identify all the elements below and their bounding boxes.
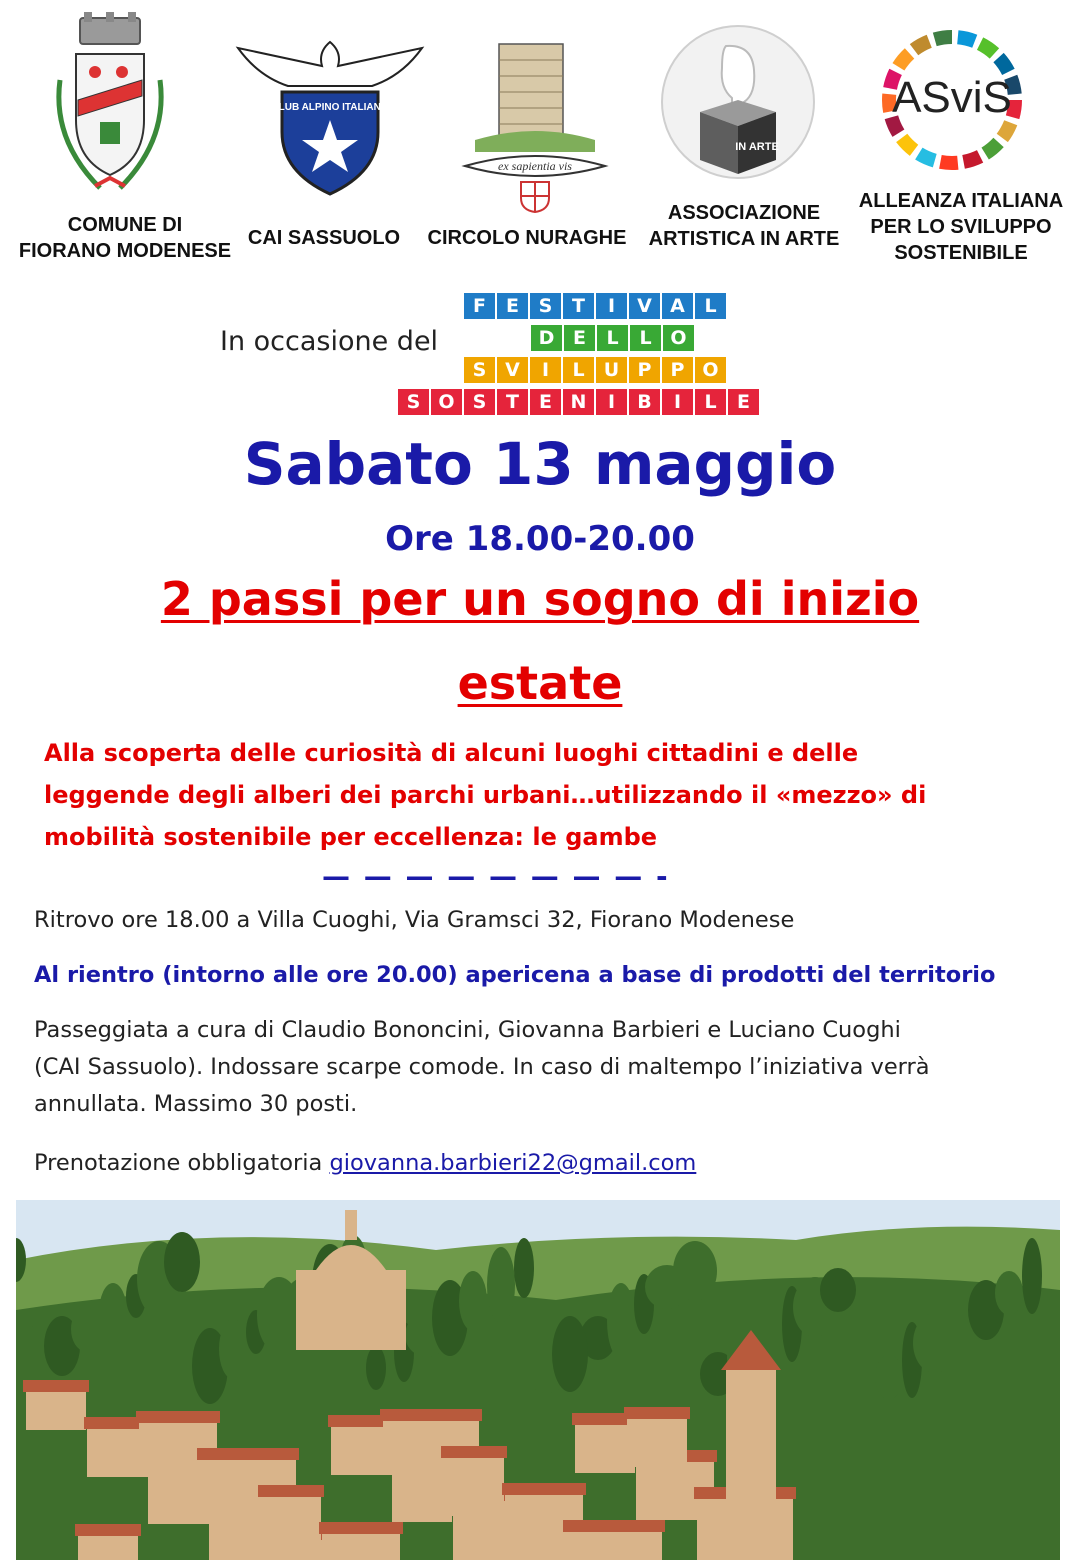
photo-tree bbox=[875, 1355, 903, 1399]
photo-bell-tower bbox=[721, 1330, 781, 1560]
booking-email-link[interactable]: giovanna.barbieri22@gmail.com bbox=[329, 1150, 697, 1176]
event-description-line: leggende degli alberi dei parchi urbani…utilizzando il «mezzo» di bbox=[44, 781, 927, 809]
photo-roof bbox=[23, 1380, 89, 1392]
asvis-ring-segment bbox=[957, 30, 977, 47]
return-apericena: Al rientro (intorno alle ore 20.00) apericena a base di prodotti del territorio bbox=[34, 962, 996, 988]
festival-letter: T bbox=[563, 293, 594, 319]
photo-tree bbox=[164, 1232, 200, 1292]
event-title-line2: estate bbox=[457, 656, 623, 710]
photo-tree bbox=[552, 1316, 588, 1392]
festival-letter: S bbox=[398, 389, 429, 415]
festival-row-dello bbox=[531, 325, 696, 351]
festival-letter: A bbox=[662, 293, 693, 319]
photo-roof bbox=[197, 1448, 299, 1460]
guide-info-line: annullata. Massimo 30 posti. bbox=[34, 1091, 358, 1117]
guide-info bbox=[34, 1012, 1054, 1123]
photo-tree bbox=[257, 1277, 301, 1353]
festival-letter: D bbox=[531, 325, 562, 351]
festival-letter: E bbox=[530, 389, 561, 415]
event-time: Ore 18.00-20.00 bbox=[385, 519, 695, 559]
photo-roof bbox=[624, 1407, 690, 1419]
partner-caption-line: SOSTENIBILE bbox=[894, 242, 1028, 264]
festival-row-sviluppo bbox=[464, 357, 728, 383]
festival-letter: O bbox=[431, 389, 462, 415]
photo-roof bbox=[441, 1446, 507, 1458]
landscape-photo bbox=[16, 1200, 1060, 1560]
festival-letter: S bbox=[530, 293, 561, 319]
festival-letter: L bbox=[695, 293, 726, 319]
photo-roof bbox=[258, 1485, 324, 1497]
asvis-ring-segment bbox=[892, 48, 914, 70]
partner-caption-in-arte bbox=[636, 200, 852, 252]
photo-roof bbox=[563, 1520, 665, 1532]
photo-tree bbox=[366, 1346, 386, 1390]
photo-house bbox=[444, 1456, 504, 1516]
photo-house bbox=[575, 1423, 635, 1473]
partner-caption-nuraghe bbox=[420, 225, 634, 251]
partner-caption-line: FIORANO MODENESE bbox=[18, 240, 232, 262]
partner-caption-line: ARTISTICA IN ARTE bbox=[648, 228, 840, 250]
festival-letter: F bbox=[464, 293, 495, 319]
cai-logo-text: CLUB ALPINO ITALIANO bbox=[271, 102, 389, 113]
photo-house bbox=[392, 1462, 452, 1522]
partner-caption-line: ALLEANZA ITALIANA bbox=[858, 190, 1064, 212]
festival-letter: I bbox=[530, 357, 561, 383]
festival-letter: L bbox=[597, 325, 628, 351]
booking bbox=[34, 1145, 1054, 1182]
photo-house bbox=[78, 1534, 138, 1560]
partner-caption-line: CAI SASSUOLO bbox=[247, 227, 401, 249]
asvis-ring-icon bbox=[874, 22, 1030, 178]
nuraghe-tower-icon bbox=[455, 36, 615, 214]
festival-letter: I bbox=[596, 293, 627, 319]
festival-letter: E bbox=[728, 389, 759, 415]
nuraghe-motto: ex sapientia vis bbox=[498, 159, 572, 173]
event-description-line: Alla scoperta delle curiosità di alcuni luoghi cittadini e delle bbox=[44, 739, 859, 767]
booking-label: Prenotazione obbligatoria bbox=[34, 1150, 323, 1176]
asvis-ring-segment bbox=[939, 155, 958, 170]
asvis-ring-segment bbox=[915, 148, 937, 168]
asvis-ring-segment bbox=[910, 35, 932, 56]
photo-house bbox=[627, 1417, 687, 1467]
photo-tree bbox=[514, 1238, 534, 1298]
in-arte-logo-text: IN ARTE bbox=[735, 141, 779, 153]
meeting-point: Ritrovo ore 18.00 a Villa Cuoghi, Via Gramsci 32, Fiorano Modenese bbox=[34, 907, 795, 933]
asvis-logo-text: ASviS bbox=[892, 73, 1012, 122]
photo-roof bbox=[319, 1522, 403, 1534]
event-date: Sabato 13 maggio bbox=[243, 430, 837, 498]
asvis-ring-segment bbox=[997, 120, 1018, 142]
festival-letter: E bbox=[564, 325, 595, 351]
photo-tree bbox=[607, 1283, 635, 1359]
asvis-ring-segment bbox=[896, 134, 918, 156]
festival-letter: P bbox=[629, 357, 660, 383]
guide-info-line: Passeggiata a cura di Claudio Bononcini, Giovanna Barbieri e Luciano Cuoghi bbox=[34, 1017, 901, 1043]
photo-tree bbox=[219, 1319, 247, 1379]
partner-caption-fiorano bbox=[14, 212, 236, 264]
festival-letter: N bbox=[563, 389, 594, 415]
photo-house bbox=[322, 1532, 400, 1560]
photo-roof bbox=[136, 1411, 220, 1423]
festival-letter: I bbox=[662, 389, 693, 415]
sculpture-bust-icon bbox=[660, 24, 816, 180]
photo-house bbox=[261, 1495, 321, 1560]
guide-info-line: (CAI Sassuolo). Indossare scarpe comode. In caso di maltempo l’iniziativa verrà bbox=[34, 1054, 930, 1080]
festival-row-sostenibile bbox=[398, 389, 761, 415]
photo-tree bbox=[99, 1283, 127, 1343]
photo-roof bbox=[380, 1409, 482, 1421]
event-description bbox=[44, 732, 1044, 858]
event-description-line: mobilità sostenibile per eccellenza: le gambe bbox=[44, 823, 658, 851]
festival-letter: I bbox=[596, 389, 627, 415]
photo-tree bbox=[820, 1268, 856, 1312]
festival-letter: E bbox=[497, 293, 528, 319]
event-title-line1: 2 passi per un sogno di inizio bbox=[160, 572, 920, 626]
festival-letter: O bbox=[663, 325, 694, 351]
partner-caption-cai bbox=[236, 225, 412, 251]
photo-tree bbox=[1022, 1238, 1042, 1314]
festival-letter: O bbox=[695, 357, 726, 383]
festival-letter: S bbox=[464, 389, 495, 415]
festival-letter: T bbox=[497, 389, 528, 415]
festival-letter: P bbox=[662, 357, 693, 383]
festival-row-festival bbox=[464, 293, 728, 319]
asvis-ring-segment bbox=[993, 53, 1014, 75]
asvis-ring-segment bbox=[933, 30, 952, 46]
asvis-ring-segment bbox=[977, 37, 999, 58]
photo-tree bbox=[995, 1271, 1023, 1315]
partner-caption-line: COMUNE DI bbox=[67, 214, 183, 236]
municipal-crest-icon bbox=[50, 10, 170, 200]
festival-letter: L bbox=[563, 357, 594, 383]
partner-caption-line: CIRCOLO NURAGHE bbox=[427, 227, 627, 249]
asvis-ring-segment bbox=[962, 150, 983, 169]
partner-caption-asvis bbox=[856, 188, 1066, 266]
festival-letter: U bbox=[596, 357, 627, 383]
occasion-prefix: In occasione del bbox=[220, 326, 439, 357]
photo-roof bbox=[502, 1483, 586, 1495]
dash-separator: — — — — — — — — - bbox=[322, 860, 670, 893]
photo-roof bbox=[75, 1524, 141, 1536]
festival-letter: V bbox=[629, 293, 660, 319]
photo-house bbox=[566, 1530, 662, 1560]
asvis-ring-segment bbox=[981, 138, 1003, 160]
festival-letter: L bbox=[695, 389, 726, 415]
photo-tree bbox=[459, 1271, 487, 1331]
photo-tree bbox=[71, 1307, 99, 1351]
partner-caption-line: ASSOCIAZIONE bbox=[667, 202, 821, 224]
photo-tree bbox=[645, 1265, 689, 1309]
partner-caption-line: PER LO SVILUPPO bbox=[870, 216, 1052, 238]
photo-house bbox=[26, 1390, 86, 1430]
cai-eagle-shield-icon bbox=[232, 36, 428, 198]
festival-letter: S bbox=[464, 357, 495, 383]
photo-tree bbox=[487, 1247, 515, 1323]
photo-tree bbox=[913, 1313, 957, 1373]
festival-letter: L bbox=[630, 325, 661, 351]
festival-letter: B bbox=[629, 389, 660, 415]
festival-letter: V bbox=[497, 357, 528, 383]
